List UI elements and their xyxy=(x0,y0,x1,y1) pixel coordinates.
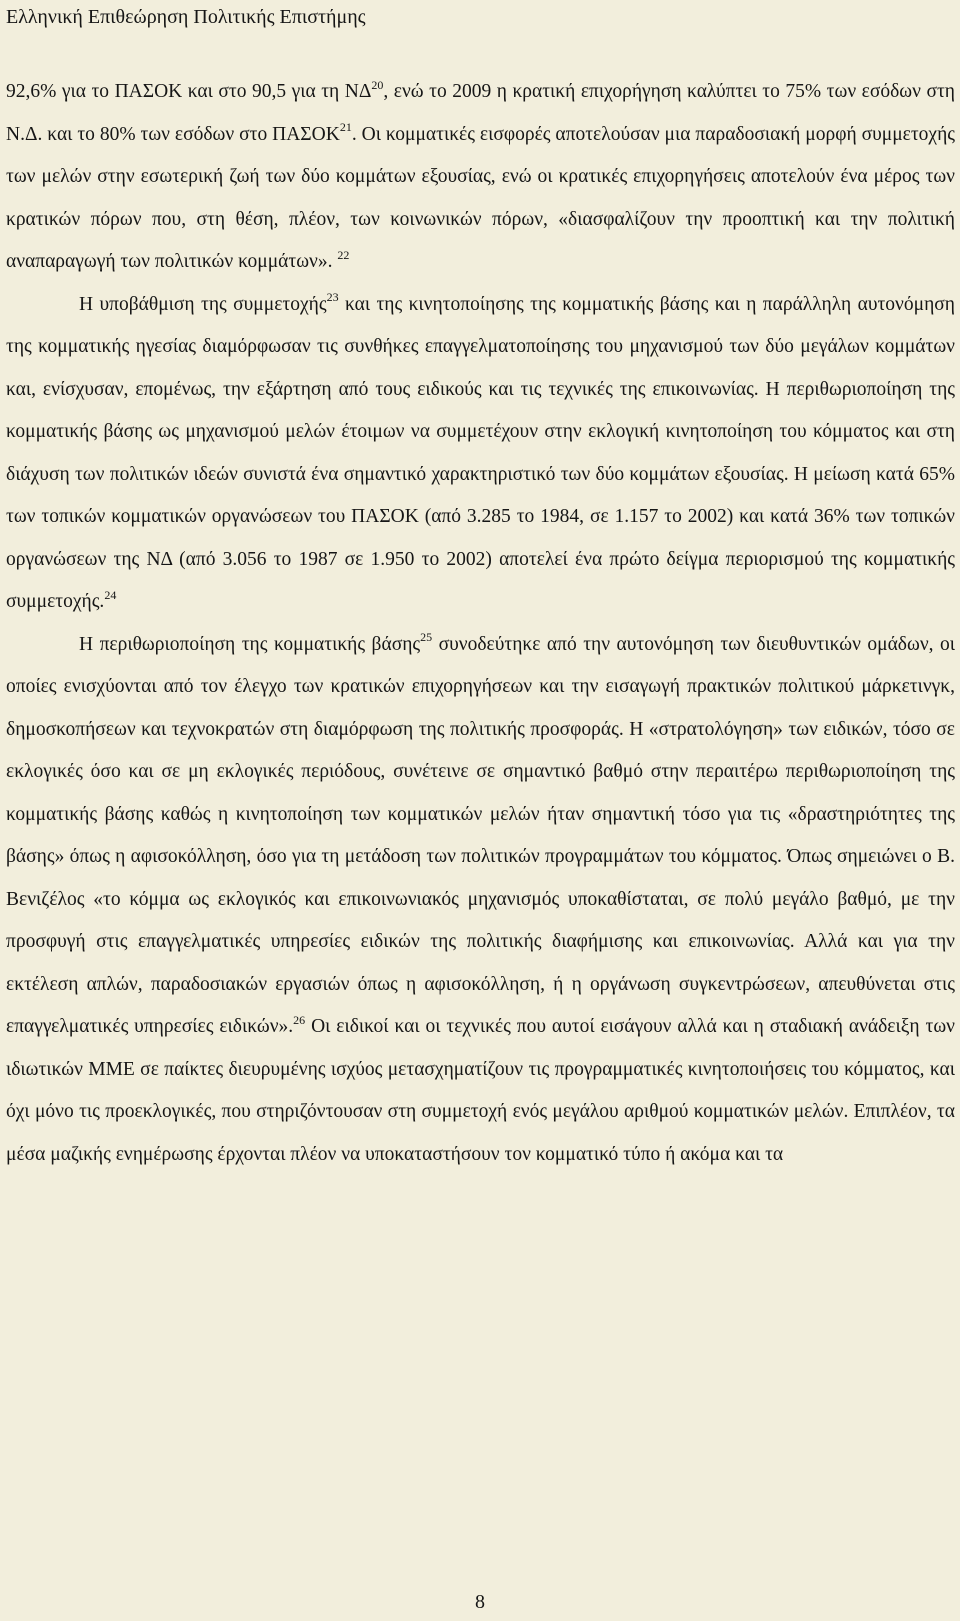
text-run: , ενώ το 2009 η κρατική επιχορήγηση καλύπτει το 75% των εσόδων στη Ν.Δ. και το 80% των εσόδων στο ΠΑΣΟΚ xyxy=(6,81,955,145)
footnote-ref-22: 22 xyxy=(337,247,350,262)
page-number: 8 xyxy=(475,1591,485,1613)
footnote-ref-20: 20 xyxy=(371,77,384,92)
text-run: Η περιθωριοποίηση της κομματικής βάσης xyxy=(79,633,421,655)
paragraph-1 xyxy=(6,71,955,284)
text-run: και της κινητοποίησης της κομματικής βάσης και η παράλληλη αυτονόμηση της κομματικής ηγεσίας διαμόρφωσαν τις συνθήκες επαγγελματοποίησης του μηχανισμού των δύο μεγάλων κομμάτων και, ενίσχυσαν, επομένως, την εξάρτηση από τους ειδικούς και τις τεχνικές της επικοινωνίας. Η περιθωριοποίηση της κομματικής βάσης ως μηχανισμού μελών έτοιμων να συμμετέχουν στην εκλογική κινητοποίηση του κόμματος και στη διάχυση των πολιτικών ιδεών συνιστά ένα σημαντικό χαρακτηριστικό των δύο κομμάτων εξουσίας. Η μείωση κατά 65% των τοπικών κομματικών οργανώσεων του ΠΑΣΟΚ (από 3.285 το 1984, σε 1.157 το 2002) και κατά 36% των τοπικών οργανώσεων της ΝΔ (από 3.056 το 1987 σε 1.950 το 2002) αποτελεί ένα πρώτο δείγμα περιορισμού της κομματικής συμμετοχής. xyxy=(6,293,955,612)
text-run: συνοδεύτηκε από την αυτονόμηση των διευθυντικών ομάδων, οι οποίες ενισχύονται από τον έλεγχο των κρατικών επιχορηγήσεων και την εισαγωγή πρακτικών πολιτικού μάρκετινγκ, δημοσκοπήσεων και τεχνοκρατών στη διαμόρφωση της πολιτικής προσφοράς. Η «στρατολόγηση» των ειδικών, τόσο σε εκλογικές όσο και σε μη εκλογικές περιόδους, συνέτεινε σε σημαντικό βαθμό στην περαιτέρω περιθωριοποίηση της κομματικής βάσης καθώς η κινητοποίηση των κομματικών μελών ήταν σημαντική τόσο για τις «δραστηριότητες της βάσης» όπως η αφισοκόλληση, όσο για τη μετάδοση των πολιτικών προγραμμάτων του κόμματος. Όπως σημειώνει ο Β. Βενιζέλος «το κόμμα ως εκλογικός και επικοινωνιακός μηχανισμός υποκαθίσταται, σε πολύ μεγάλο βαθμό, με την προσφυγή στις επαγγελματικές υπηρεσίες ειδικών της πολιτικής διαφήμισης και επικοινωνίας. Αλλά και για την εκτέλεση απλών, παραδοσιακών εργασιών όπως η αφισοκόλληση, ή η οργάνωση συγκεντρώσεων, απευθύνεται στις επαγγελματικές υπηρεσίες ειδικών». xyxy=(6,633,955,1037)
footnote-ref-23: 23 xyxy=(326,290,339,304)
text-run: 92,6% για το ΠΑΣΟΚ και στο 90,5 για τη ΝΔ xyxy=(6,81,372,102)
article-body xyxy=(6,71,955,1176)
footnote-ref-21: 21 xyxy=(339,120,352,134)
text-run: . Οι κομματικές εισφορές αποτελούσαν μια παραδοσιακή μορφή συμμετοχής των μελών στην εσωτερική ζωή των δύο κομμάτων εξουσίας, ενώ οι κρατικές επιχορηγήσεις αποτελούν ένα μέρος των κρατικών πόρων που, στη θέση, πλέον, των κοινωνικών πόρων, «διασφαλίζουν την προοπτική και την πολιτική αναπαραγωγή των πολιτικών κομμάτων». xyxy=(6,123,956,272)
footnote-ref-26: 26 xyxy=(293,1012,306,1027)
text-run: Οι ειδικοί και οι τεχνικές που αυτοί εισάγουν αλλά και η σταδιακή ανάδειξη των ιδιωτικών ΜΜΕ σε παίκτες διευρυμένης ισχύος μετασχηματίζουν τις προγραμματικές κινητοποιήσεις του κόμματος, και όχι μόνο τις προεκλογικές, που στηριζόντουσαν στη συμμετοχή ενός μεγάλου αριθμού κομματικών μελών. Επιπλέον, τα μέσα μαζικής ενημέρωσης έρχονται πλέον να υποκαταστήσουν τον κομματικό τύπο ή ακόμα και τα xyxy=(6,1016,955,1165)
footnote-ref-25: 25 xyxy=(420,630,433,644)
footnote-ref-24: 24 xyxy=(104,587,117,602)
text-run: Η υποβάθμιση της συμμετοχής xyxy=(79,293,327,315)
journal-title: Ελληνική Επιθεώρηση Πολιτικής Επιστήμης xyxy=(6,6,366,28)
paragraph-2 xyxy=(6,284,955,624)
paragraph-3 xyxy=(6,624,955,1177)
